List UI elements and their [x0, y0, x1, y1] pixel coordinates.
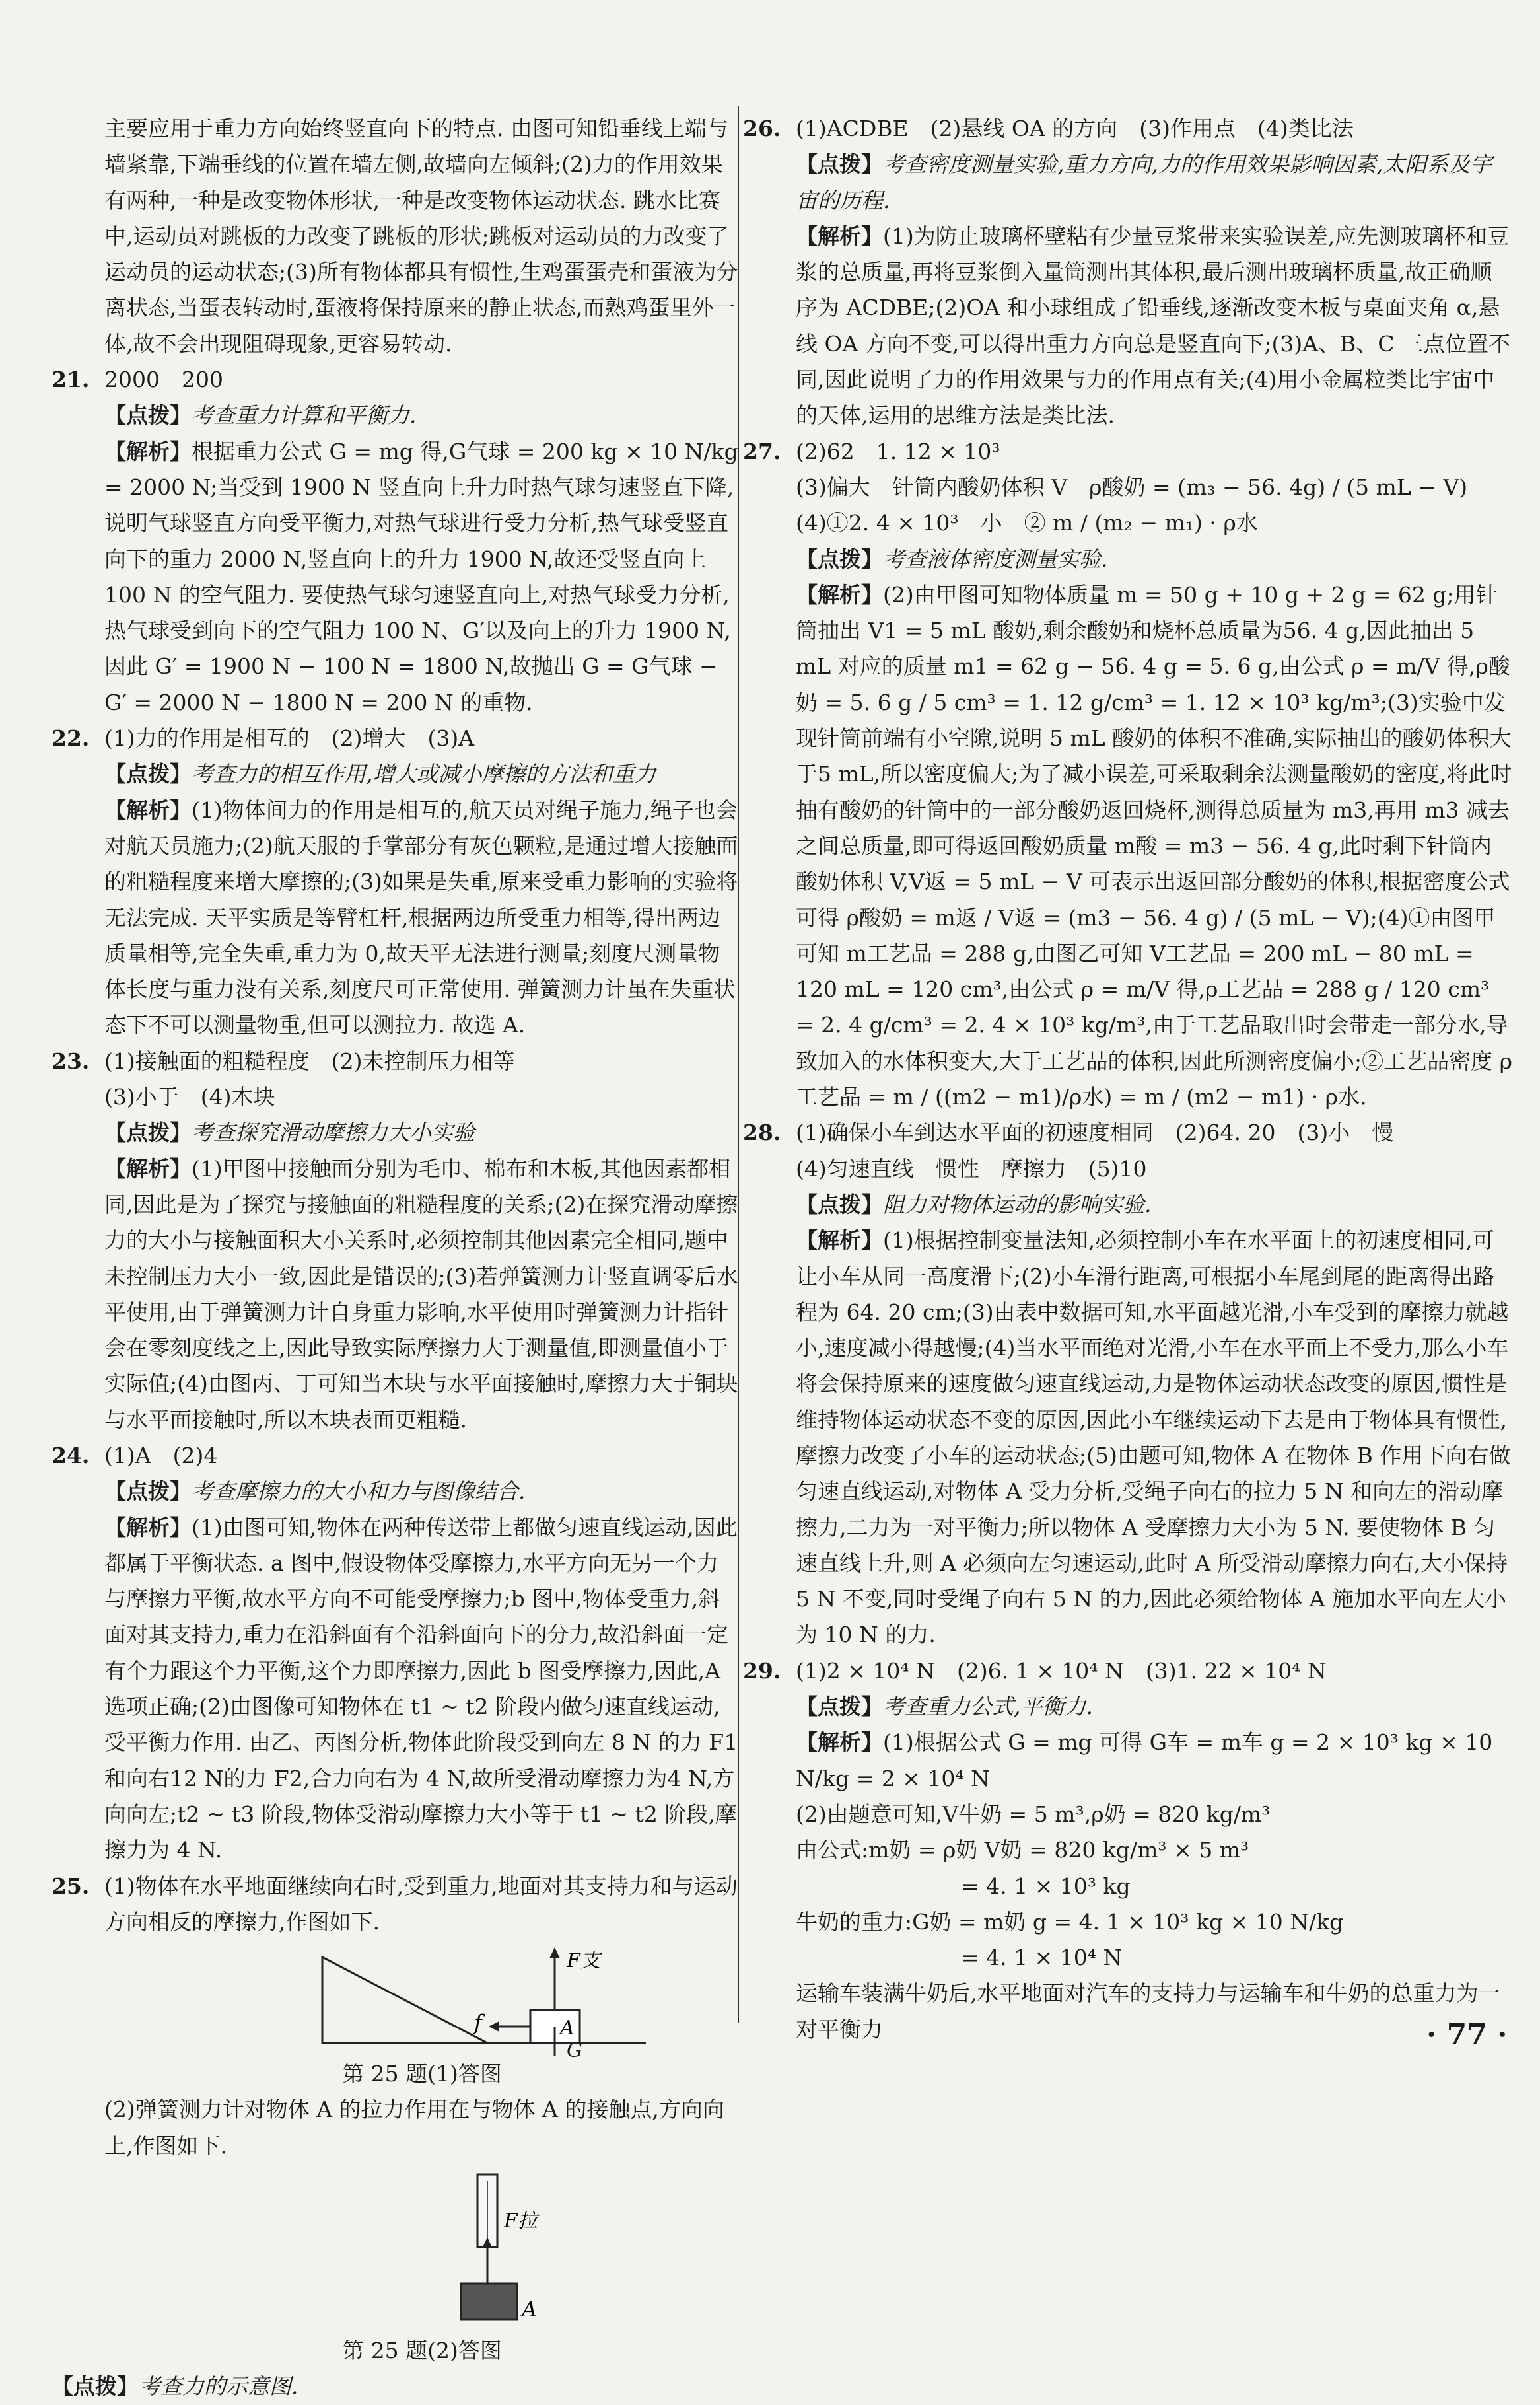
answer-line-3: (4)①2. 4 × 10³ 小 ② m / (m₂ − m₁) · ρ水	[796, 510, 1258, 536]
dianbo-text: 考查探究滑动摩擦力大小实验	[192, 1120, 475, 1146]
question-number: 29.	[743, 1657, 781, 1684]
jiexi-label: 【解析】	[104, 438, 192, 464]
figure-caption-1: 第 25 题(1)答图	[342, 2061, 502, 2087]
question-24	[52, 1438, 740, 1869]
solution-line-6: = 4. 1 × 10⁴ N	[961, 1945, 1123, 1971]
solution-line-5: 牛奶的重力:G奶 = m奶 g = 4. 1 × 10³ kg × 10 N/kg	[796, 1908, 1344, 1935]
question-28	[743, 1115, 1512, 1653]
solution-line-7: 运输车装满牛奶后,水平地面对汽车的支持力与运输车和牛奶的总重力为一对平衡力	[796, 1980, 1500, 2042]
answer-line-2: (3)小于 (4)木块	[104, 1084, 275, 1110]
question-number: 23.	[52, 1048, 90, 1074]
label-f-support: F支	[567, 1949, 600, 1973]
figure-25-1	[104, 1944, 740, 2063]
dianbo-text: 阻力对物体运动的影响实验.	[883, 1191, 1152, 1217]
jiexi-label: 【解析】	[796, 1729, 883, 1756]
figure-caption-2: 第 25 题(2)答图	[342, 2338, 502, 2364]
label-g: G	[567, 2039, 582, 2063]
question-29	[743, 1653, 1512, 2048]
answer: (1)A (2)4	[104, 1442, 218, 1468]
answer-line-1: (1)接触面的粗糙程度 (2)未控制压力相等	[104, 1048, 515, 1074]
answer-line-2: (4)匀速直线 惯性 摩擦力 (5)10	[796, 1155, 1147, 1182]
answer-line-2: (3)偏大 针筒内酸奶体积 V ρ酸奶 = (m₃ − 56. 4g) / (5 mL − V)	[796, 474, 1468, 500]
jiexi-label: 【解析】	[104, 1514, 192, 1540]
jiexi-text: (1)根据控制变量法知,必须控制小车在水平面上的初速度相同,可让小车从同一高度滑下;(2)小车滑行距离,可根据小车尾到尾的距离得出路程为 64. 20 cm;(3)由表中数据可知,水平面越光滑,小车受到的摩擦力就越小,速度减小得越慢;(4)当水平面绝对光滑,小车在水平面上不受力,那么小车将会保持原来的速度做匀速直线运动,力是物体运动状态改变的原因,惯性是维持物体运动状态不变的原因,因此小车继续运动下去是由于物体具有惯性,摩擦力改变了小车的运动状态;(5)由题可知,物体 A 在物体 B 作用下向右做匀速直线运动,对物体 A 受力分析,受绳子向右的拉力 5 N 和向左的滑动摩擦力,二力为一对平衡力;所以物体 A 受摩擦力大小为 5 N. 要使物体 B 匀速直线上升,则 A 必须向左匀速运动,此时 A 所受滑动摩擦力向右,大小保持 5 N 不变,同时受绳子向右 5 N 的力,因此必须给物体 A 施加水平向左大小为 10 N 的力.	[796, 1227, 1511, 1648]
dianbo-text: 考查重力计算和平衡力.	[192, 402, 417, 429]
label-friction: f	[474, 2010, 482, 2036]
dianbo-text: 考查摩擦力的大小和力与图像结合.	[192, 1478, 526, 1505]
answer: 2000 200	[104, 367, 223, 393]
label-a: A	[560, 2017, 575, 2040]
right-column	[743, 111, 1512, 2048]
dianbo-text: 考查力的相互作用,增大或减小摩擦的方法和重力	[192, 761, 656, 787]
answer-text-2: (2)弹簧测力计对物体 A 的拉力作用在与物体 A 的接触点,方向向上,作图如下.	[104, 2097, 724, 2159]
force-diagram-slope	[104, 1944, 725, 2056]
jiexi-text: (1)根据公式 G = mg 可得 G车 = m车 g = 2 × 10³ kg × 10 N/kg = 2 × 10⁴ N	[796, 1729, 1493, 1791]
dianbo-label: 【点拨】	[52, 2373, 139, 2400]
dianbo-label: 【点拨】	[796, 1694, 883, 1720]
friction-arrow-head	[489, 2021, 499, 2032]
answer-line-1: (1)确保小车到达水平面的初速度相同 (2)64. 20 (3)小 慢	[796, 1120, 1394, 1146]
question-21	[52, 362, 740, 721]
question-number: 27.	[743, 438, 781, 464]
page-number: · 77 ·	[1426, 2018, 1508, 2052]
force-diagram-spring	[104, 2168, 725, 2333]
question-26	[743, 111, 1512, 434]
figure-25-2	[104, 2168, 740, 2333]
dianbo-label: 【点拨】	[104, 1120, 192, 1146]
question-number: 21.	[52, 367, 90, 393]
slope-shape	[322, 1957, 487, 2043]
question-22	[52, 721, 740, 1044]
label-a-2: A	[522, 2297, 538, 2322]
answer-text-1: (1)物体在水平地面继续向右时,受到重力,地面对其支持力和与运动方向相反的摩擦力,作图如下.	[104, 1873, 738, 1935]
jiexi-label: 【解析】	[104, 797, 192, 823]
block-a-2	[461, 2283, 517, 2320]
jiexi-text: (1)甲图中接触面分别为毛巾、棉布和木板,其他因素都相同,因此是为了探究与接触面的粗糙程度的关系;(2)在探究滑动摩擦力的大小与接触面积大小关系时,必须控制其他因素完全相同,题中未控制压力大小一致,因此是错误的;(3)若弹簧测力计竖直调零后水平使用,由于弹簧测力计自身重力影响,水平使用时弹簧测力计指针会在零刻度线之上,因此导致实际摩擦力大于测量值,即测量值小于实际值;(4)由图丙、丁可知当木块与水平面接触时,摩擦力大于铜块与水平面接触时,所以木块表面更粗糙.	[104, 1155, 738, 1433]
dianbo-text: 考查液体密度测量实验.	[883, 546, 1108, 572]
dianbo-label: 【点拨】	[104, 402, 192, 429]
solution-line-3: 由公式:m奶 = ρ奶 V奶 = 820 kg/m³ × 5 m³	[796, 1837, 1249, 1863]
question-27	[743, 434, 1512, 1116]
question-number: 22.	[52, 725, 90, 752]
solution-line-2: (2)由题意可知,V牛奶 = 5 m³,ρ奶 = 820 kg/m³	[796, 1801, 1271, 1827]
answer: (1)ACDBE (2)悬线 OA 的方向 (3)作用点 (4)类比法	[796, 116, 1354, 141]
question-number: 26.	[743, 116, 781, 141]
label-f-pull: F拉	[504, 2209, 538, 2233]
jiexi-text: 根据重力公式 G = mg 得,G气球 = 200 kg × 10 N/kg = 2000 N;当受到 1900 N 竖直向上升力时热气球匀速竖直下降,说明气球竖直方向受平衡力,对热气球进行受力分析,热气球受竖直向下的重力 2000 N,竖直向上的升力 1900 N,故还受竖直向上 100 N 的空气阻力. 要使热气球匀速竖直向上,对热气球受力分析,热气球受到向下的空气阻力 100 N、G′以及向上的升力 1900 N,因此 G′ = 1900 N − 100 N = 1800 N,故抛出 G = G气球 − G′ = 2000 N − 1800 N = 200 N 的重物.	[104, 438, 738, 715]
jiexi-text: (1)由图可知,物体在两种传送带上都做匀速直线运动,因此都属于平衡状态. a 图中,假设物体受摩擦力,水平方向无另一个力与摩擦力平衡,故水平方向不可能受摩擦力;b 图中,物体受重力,斜面对其支持力,重力在沿斜面有个沿斜面向下的分力,故沿斜面一定有个力跟这个力平衡,这个力即摩擦力,因此 b 图受摩擦力,因此,A 选项正确;(2)由图像可知物体在 t1 ~ t2 阶段内做匀速直线运动,受平衡力作用. 由乙、丙图分析,物体此阶段受到向左 8 N 的力 F1 和向右12 N的力 F2,合力向右为 4 N,故所受滑动摩擦力为4 N,方向向左;t2 ~ t3 阶段,物体受滑动摩擦力大小等于 t1 ~ t2 阶段,摩擦力为 4 N.	[104, 1514, 738, 1863]
question-number: 28.	[743, 1120, 781, 1146]
dianbo-text: 考查力的示意图.	[139, 2373, 298, 2400]
jiexi-text: (2)由甲图可知物体质量 m = 50 g + 10 g + 2 g = 62 g;用针筒抽出 V1 = 5 mL 酸奶,剩余酸奶和烧杯总质量为56. 4 g,因此抽出 5 mL 对应的质量 m1 = 62 g − 56. 4 g = 5. 6 g,由公式 ρ = m/V 得,ρ酸奶 = 5. 6 g / 5 cm³ = 1. 12 g/cm³ = 1. 12 × 10³ kg/m³;(3)实验中发现针筒前端有小空隙,说明 5 mL 酸奶的体积不准确,实际抽出的酸奶体积大于5 mL,所以密度偏大;为了减小误差,可采取剩余法测量酸奶的密度,将此时抽有酸奶的针筒中的一部分酸奶返回烧杯,测得总质量为 m3,再用 m3 减去之间总质量,即可得返回酸奶质量 m酸 = m3 − 56. 4 g,此时剩下针筒内酸奶体积 V,V返 = 5 mL − V 可表示出返回部分酸奶的体积,根据密度公式可得 ρ酸奶 = m返 / V返 = (m3 − 56. 4 g) / (5 mL − V);(4)①由图甲可知 m工艺品 = 288 g,由图乙可知 V工艺品 = 200 mL − 80 mL = 120 mL = 120 cm³,由公式 ρ = m/V 得,ρ工艺品 = 288 g / 120 cm³ = 2. 4 g/cm³ = 2. 4 × 10³ kg/m³,由于工艺品取出时会带走一部分水,导致加入的水体积变大,大于工艺品的体积,因此所测密度偏小;②工艺品密度 ρ工艺品 = m / ((m2 − m1)/ρ水) = m / (m2 − m1) · ρ水.	[796, 581, 1512, 1110]
support-arrow-head	[549, 1947, 560, 1958]
question-number: 24.	[52, 1442, 90, 1468]
question-23	[52, 1044, 740, 1438]
jiexi-label: 【解析】	[796, 1227, 883, 1254]
answer: (1)2 × 10⁴ N (2)6. 1 × 10⁴ N (3)1. 22 × 10⁴ N	[796, 1657, 1327, 1684]
dianbo-label: 【点拨】	[104, 761, 192, 787]
solution-line-4: = 4. 1 × 10³ kg	[961, 1873, 1131, 1899]
dianbo-label: 【点拨】	[796, 1191, 883, 1217]
left-column	[52, 111, 740, 2405]
answer-line-1: (2)62 1. 12 × 10³	[796, 438, 1000, 464]
continued-text: 主要应用于重力方向始终竖直向下的特点. 由图可知铅垂线上端与墙紧靠,下端垂线的位置在墙左侧,故墙向左倾斜;(2)力的作用效果有两种,一种是改变物体形状,一种是改变物体运动状态. 跳水比赛中,运动员对跳板的力改变了跳板的形状;跳板对运动员的力改变了运动员的运动状态;(3)所有物体都具有惯性,生鸡蛋蛋壳和蛋液为分离状态,当蛋表转动时,蛋液将保持原来的静止状态,而熟鸡蛋里外一体,故不会出现阻碍现象,更容易转动.	[104, 116, 738, 357]
jiexi-label: 【解析】	[796, 581, 883, 608]
dianbo-text: 考查密度测量实验,重力方向,力的作用效果影响因素,太阳系及宇宙的历程.	[796, 151, 1492, 213]
answer: (1)力的作用是相互的 (2)增大 (3)A	[104, 725, 475, 752]
jiexi-text: (1)物体间力的作用是相互的,航天员对绳子施力,绳子也会对航天员施力;(2)航天服的手掌部分有灰色颗粒,是通过增大接触面的粗糙程度来增大摩擦的;(3)如果是失重,原来受重力影响的实验将无法完成. 天平实质是等臂杠杆,根据两边所受重力相等,得出两边质量相等,完全失重,重力为 0,故天平无法进行测量;刻度尺测量物体长度与重力没有关系,刻度尺可正常使用. 弹簧测力计虽在失重状态下不可以测量物重,但可以测拉力. 故选 A.	[104, 797, 738, 1038]
question-25	[52, 1869, 740, 2405]
jiexi-label: 【解析】	[104, 1155, 192, 1182]
dianbo-label: 【点拨】	[796, 546, 883, 572]
dianbo-label: 【点拨】	[796, 151, 883, 178]
question-number: 25.	[52, 1873, 90, 1899]
dianbo-text: 考查重力公式,平衡力.	[883, 1694, 1093, 1720]
jiexi-label: 【解析】	[796, 223, 883, 249]
dianbo-label: 【点拨】	[104, 1478, 192, 1505]
jiexi-text: (1)为防止玻璃杯壁粘有少量豆浆带来实验误差,应先测玻璃杯和豆浆的总质量,再将豆浆倒入量筒测出其体积,最后测出玻璃杯质量,故正确顺序为 ACDBE;(2)OA 和小球组成了铅垂线,逐渐改变木板与桌面夹角 α,悬线 OA 方向不变,可以得出重力方向总是竖直向下;(3)A、B、C 三点位置不同,因此说明了力的作用效果与力的作用点有关;(4)用小金属粒类比宇宙中的天体,运用的思维方法是类比法.	[796, 223, 1511, 429]
